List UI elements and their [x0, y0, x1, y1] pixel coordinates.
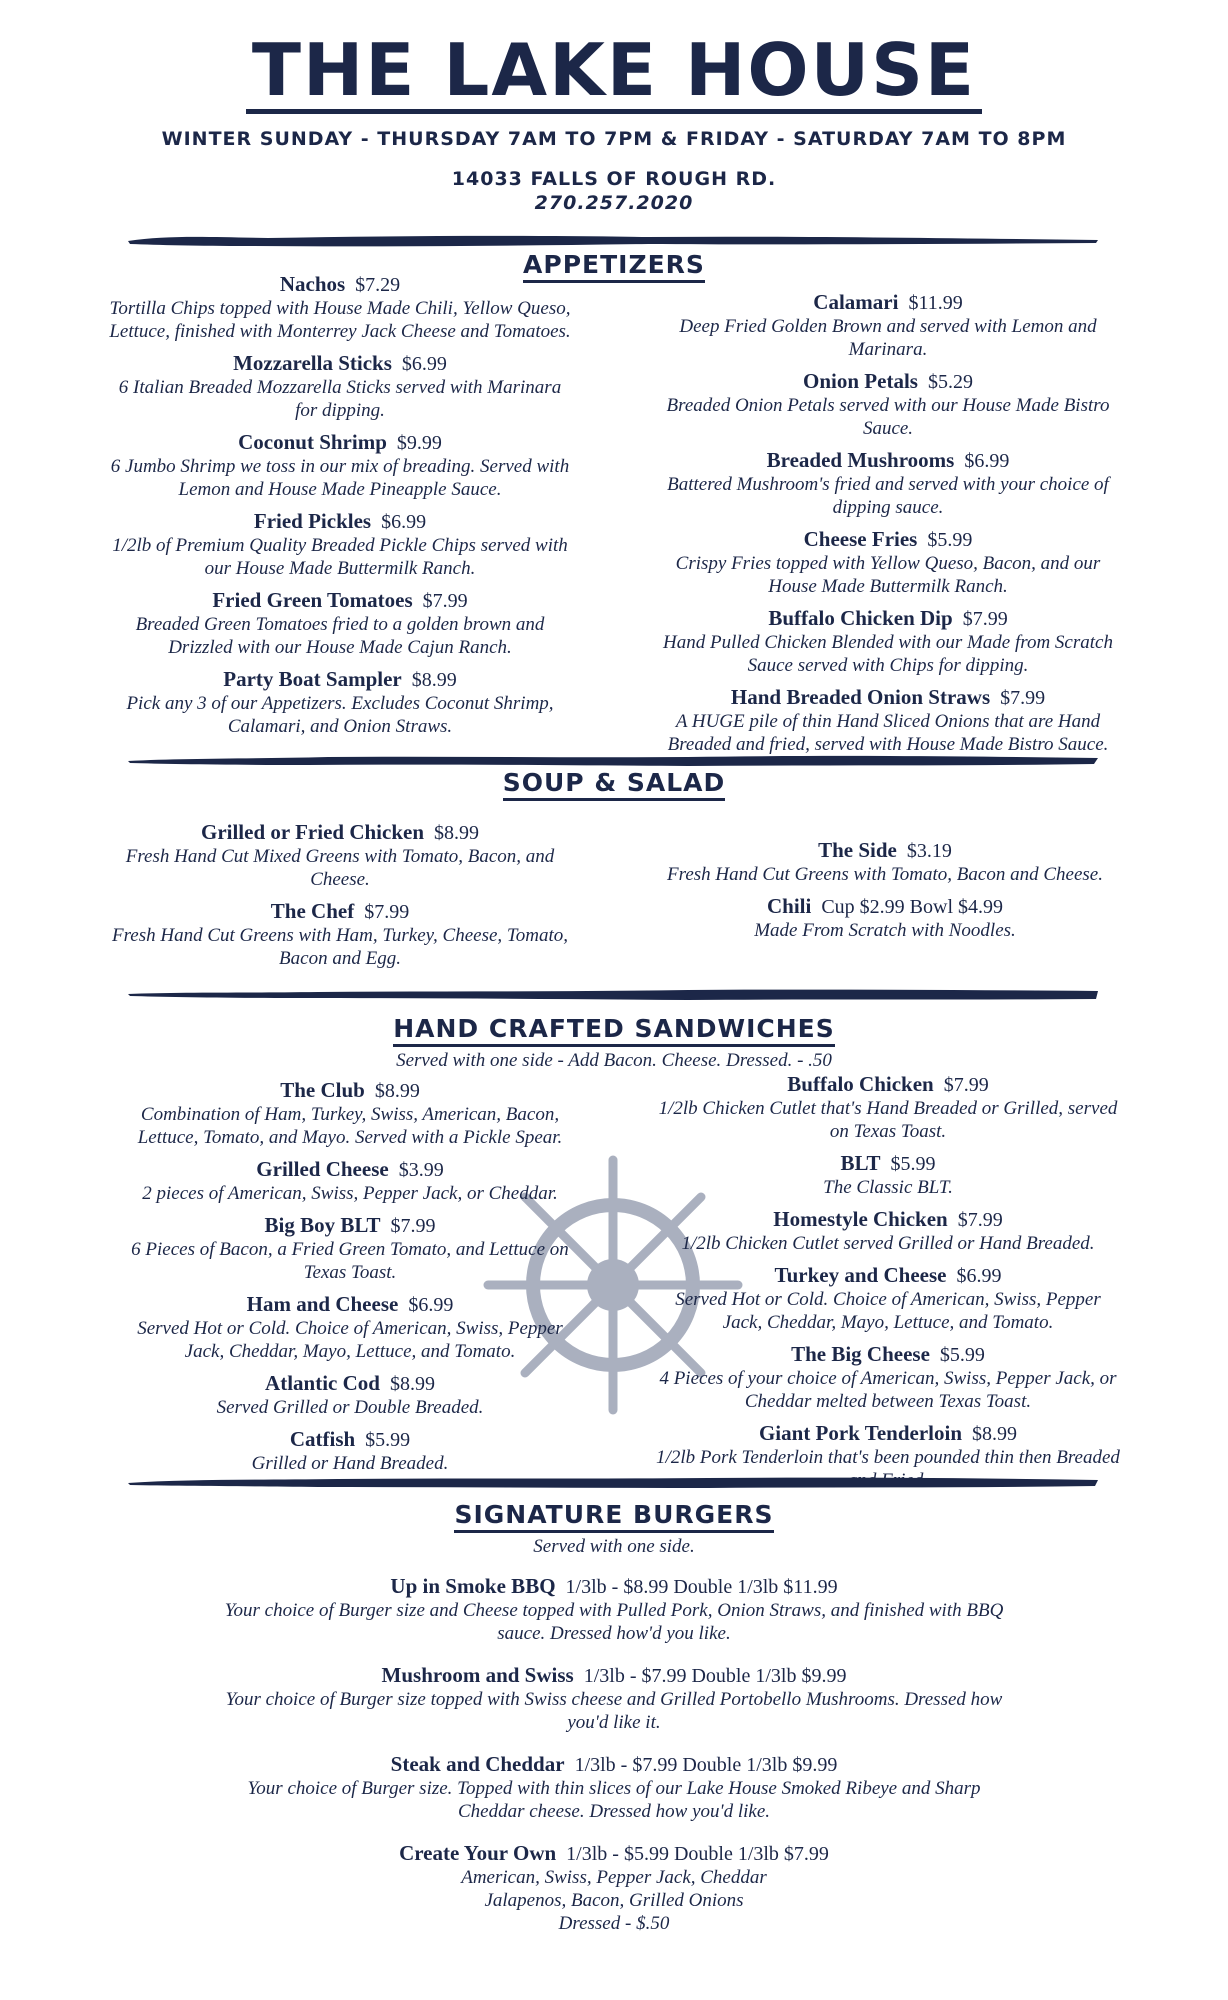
item-description: Hand Pulled Chicken Blended with our Made from Scratch Sauce served with Chips for dipping.	[663, 632, 1113, 676]
burgers-note: Served with one side.	[533, 1536, 695, 1557]
menu-item	[118, 1078, 582, 1149]
menu-item	[656, 606, 1120, 677]
item-name: Breaded Mushrooms	[766, 448, 955, 472]
menu-item	[108, 272, 572, 343]
menu-item	[640, 838, 1130, 886]
address-line: 14033 FALLS OF ROUGH RD.	[451, 168, 777, 190]
item-name: Homestyle Chicken	[773, 1207, 948, 1231]
item-price: $11.99	[908, 292, 963, 314]
item-description: Served Grilled or Double Breaded.	[216, 1397, 484, 1418]
menu-item	[656, 448, 1120, 519]
item-price: $7.99	[1000, 687, 1046, 709]
item-name: The Side	[818, 838, 897, 862]
item-description: Served Hot or Cold. Choice of American, Swiss, Pepper Jack, Cheddar, Mayo, Lettuce, and Tomato.	[675, 1289, 1101, 1333]
item-name: Up in Smoke BBQ	[390, 1574, 556, 1598]
appetizers-heading: APPETIZERS	[0, 250, 1228, 279]
item-price: 1/3lb - $7.99 Double 1/3lb $9.99	[583, 1665, 847, 1687]
item-name: Chili	[766, 894, 812, 918]
item-price: $3.19	[906, 840, 952, 862]
item-description: 4 Pieces of your choice of American, Swiss, Pepper Jack, or Cheddar melted between Texas Toast.	[659, 1368, 1117, 1412]
burgers-list	[214, 1574, 1014, 1953]
item-price: $8.99	[374, 1080, 420, 1102]
menu-item	[656, 1263, 1120, 1334]
item-name: Buffalo Chicken	[787, 1072, 934, 1096]
item-price: 1/3lb - $7.99 Double 1/3lb $9.99	[574, 1754, 838, 1776]
item-price: $6.99	[401, 353, 447, 375]
item-name: Hand Breaded Onion Straws	[730, 685, 991, 709]
soup-salad-right-column	[640, 838, 1130, 950]
item-description: Pick any 3 of our Appetizers. Excludes Coconut Shrimp, Calamari, and Onion Straws.	[126, 693, 554, 737]
item-description: Fresh Hand Cut Greens with Tomato, Bacon and Cheese.	[667, 864, 1103, 885]
menu-item	[214, 1841, 1014, 1935]
brush-stroke-divider	[128, 232, 1098, 250]
menu-item	[656, 1151, 1120, 1199]
soup-salad-heading: SOUP & SALAD	[0, 768, 1228, 797]
item-description: 1/2lb Chicken Cutlet that's Hand Breaded or Grilled, served on Texas Toast.	[658, 1098, 1118, 1142]
item-price: $7.99	[943, 1074, 989, 1096]
item-price: $6.99	[964, 450, 1010, 472]
item-name: Fried Pickles	[253, 509, 372, 533]
item-price: $5.29	[927, 371, 973, 393]
menu-item	[118, 1157, 582, 1205]
item-price: $7.29	[355, 274, 401, 296]
item-name: Grilled Cheese	[256, 1157, 389, 1181]
sandwiches-heading: HAND CRAFTED SANDWICHES	[0, 1014, 1228, 1043]
item-description: A HUGE pile of thin Hand Sliced Onions that are Hand Breaded and fried, served with House Made Bistro Sauce.	[667, 711, 1109, 755]
item-description: 1/2lb Pork Tenderloin that's been pounded thin then Breaded	[656, 1447, 1120, 1468]
menu-item	[214, 1663, 1014, 1734]
item-description: 2 pieces of American, Swiss, Pepper Jack, or Cheddar.	[142, 1183, 558, 1204]
menu-item	[108, 667, 572, 738]
menu-item	[108, 430, 572, 501]
item-name: The Club	[280, 1078, 365, 1102]
menu-item	[214, 1574, 1014, 1645]
item-description: Your choice of Burger size topped with Swiss cheese and Grilled Portobello Mushrooms. Dressed how you'd like it.	[225, 1689, 1003, 1733]
item-name: Calamari	[813, 290, 899, 314]
sandwiches-right-column	[656, 1072, 1120, 1500]
item-description: 6 Pieces of Bacon, a Fried Green Tomato, and Lettuce on Texas Toast.	[131, 1239, 569, 1283]
item-description: 1/2lb of Premium Quality Breaded Pickle Chips served with our House Made Buttermilk Ranch.	[112, 535, 568, 579]
item-name: Steak and Cheddar	[390, 1752, 565, 1776]
item-description: American, Swiss, Pepper Jack, Cheddar	[461, 1867, 767, 1888]
item-name: Big Boy BLT	[264, 1213, 381, 1237]
appetizers-right-column	[656, 290, 1120, 764]
item-price: $7.99	[422, 590, 468, 612]
menu-item	[656, 1342, 1120, 1413]
item-description: Tortilla Chips topped with House Made Chili, Yellow Queso, Lettuce, finished with Monterrey Jack Cheese and Tomatoes.	[109, 298, 571, 342]
item-price: $7.99	[962, 608, 1008, 630]
item-description: Deep Fried Golden Brown and served with Lemon and Marinara.	[679, 316, 1097, 360]
item-description: Dressed - $.50	[558, 1913, 670, 1934]
item-name: Atlantic Cod	[265, 1371, 380, 1395]
menu-item	[656, 1072, 1120, 1143]
appetizers-left-column	[108, 272, 572, 746]
item-price: $7.99	[957, 1209, 1003, 1231]
item-name: Mozzarella Sticks	[233, 351, 392, 375]
menu-item	[108, 899, 572, 970]
burgers-heading: SIGNATURE BURGERS	[0, 1500, 1228, 1529]
item-description: Fresh Hand Cut Greens with Ham, Turkey, Cheese, Tomato, Bacon and Egg.	[112, 925, 568, 969]
sandwiches-note: Served with one side - Add Bacon. Cheese. Dressed. - .50	[396, 1050, 832, 1071]
item-description: 6 Italian Breaded Mozzarella Sticks served with Marinara for dipping.	[118, 377, 562, 421]
item-price: Cup $2.99 Bowl $4.99	[821, 896, 1004, 918]
item-name: Giant Pork Tenderloin	[758, 1421, 963, 1445]
item-description: The Classic BLT.	[823, 1177, 953, 1198]
item-price: $8.99	[411, 669, 457, 691]
menu-item	[118, 1371, 582, 1419]
item-price: $7.99	[364, 901, 410, 923]
brush-stroke-divider	[128, 986, 1098, 1004]
hours-line: WINTER SUNDAY - THURSDAY 7AM TO 7PM & FRIDAY - SATURDAY 7AM TO 8PM	[161, 128, 1067, 150]
menu-item	[108, 820, 572, 891]
item-price: $5.99	[927, 529, 973, 551]
item-description: Breaded Onion Petals served with our House Made Bistro Sauce.	[666, 395, 1110, 439]
menu-item	[656, 290, 1120, 361]
menu-item	[656, 1207, 1120, 1255]
item-description: 6 Jumbo Shrimp we toss in our mix of breading. Served with Lemon and House Made Pineapple Sauce.	[110, 456, 570, 500]
item-name: BLT	[840, 1151, 881, 1175]
item-name: The Big Cheese	[791, 1342, 930, 1366]
item-name: Catfish	[289, 1427, 356, 1451]
item-name: Create Your Own	[399, 1841, 557, 1865]
item-name: Nachos	[279, 272, 346, 296]
brush-stroke-divider	[128, 1474, 1098, 1492]
item-name: The Chef	[270, 899, 355, 923]
item-description: Served Hot or Cold. Choice of American, Swiss, Pepper Jack, Cheddar, Mayo, Lettuce, and Tomato.	[137, 1318, 563, 1362]
item-description: Fresh Hand Cut Mixed Greens with Tomato, Bacon, and Cheese.	[125, 846, 555, 890]
item-name: Turkey and Cheese	[774, 1263, 947, 1287]
menu-item	[118, 1427, 582, 1475]
item-price: $8.99	[389, 1373, 435, 1395]
menu-item	[108, 588, 572, 659]
item-price: 1/3lb - $5.99 Double 1/3lb $7.99	[566, 1843, 829, 1865]
item-name: Grilled or Fried Chicken	[200, 820, 424, 844]
menu-item	[118, 1213, 582, 1284]
phone-line: 270.257.2020	[534, 192, 694, 214]
item-description: 1/2lb Chicken Cutlet served Grilled or Hand Breaded.	[681, 1233, 1095, 1254]
item-description: Grilled or Hand Breaded.	[251, 1453, 449, 1474]
item-price: $5.99	[365, 1429, 411, 1451]
item-name: Fried Green Tomatoes	[212, 588, 413, 612]
item-description: Crispy Fries topped with Yellow Queso, Bacon, and our House Made Buttermilk Ranch.	[675, 553, 1101, 597]
restaurant-title	[0, 28, 1228, 114]
item-price: $3.99	[398, 1159, 444, 1181]
item-description: Your choice of Burger size. Topped with thin slices of our Lake House Smoked Ribeye and Sharp Cheddar cheese. Dressed how you'd like.	[247, 1778, 981, 1822]
item-name: Coconut Shrimp	[238, 430, 387, 454]
item-name: Ham and Cheese	[246, 1292, 399, 1316]
item-description: Jalapenos, Bacon, Grilled Onions	[484, 1890, 744, 1911]
menu-item	[108, 351, 572, 422]
item-description: Battered Mushroom's fried and served with your choice of dipping sauce.	[667, 474, 1109, 518]
item-name: Mushroom and Swiss	[381, 1663, 574, 1687]
soup-salad-left-column	[108, 820, 572, 978]
item-price: 1/3lb - $8.99 Double 1/3lb $11.99	[565, 1576, 838, 1598]
item-price: $8.99	[434, 822, 479, 844]
item-price: $6.99	[408, 1294, 454, 1316]
item-name: Buffalo Chicken Dip	[768, 606, 953, 630]
item-price: $6.99	[381, 511, 427, 533]
item-price: $5.99	[890, 1153, 936, 1175]
item-description: Breaded Green Tomatoes fried to a golden brown and Drizzled with our House Made Cajun Ranch.	[135, 614, 545, 658]
menu-item	[656, 369, 1120, 440]
item-description: Your choice of Burger size and Cheese topped with Pulled Pork, Onion Straws, and finished with BBQ sauce. Dressed how'd you like.	[224, 1600, 1004, 1644]
item-price: $9.99	[396, 432, 442, 454]
item-price: $5.99	[939, 1344, 985, 1366]
item-price: $6.99	[956, 1265, 1002, 1287]
restaurant-title-text: THE LAKE HOUSE	[246, 33, 982, 114]
menu-item	[214, 1752, 1014, 1823]
menu-item	[108, 509, 572, 580]
item-name: Party Boat Sampler	[223, 667, 402, 691]
menu-item	[656, 685, 1120, 756]
item-description: Combination of Ham, Turkey, Swiss, American, Bacon, Lettuce, Tomato, and Mayo. Served with a Pickle Spear.	[137, 1104, 563, 1148]
item-name: Cheese Fries	[803, 527, 918, 551]
item-price: $8.99	[972, 1423, 1018, 1445]
menu-item	[640, 894, 1130, 942]
sandwiches-left-column	[118, 1078, 582, 1483]
menu-item	[656, 527, 1120, 598]
item-description: Made From Scratch with Noodles.	[754, 920, 1016, 941]
item-price: $7.99	[390, 1215, 436, 1237]
item-name: Onion Petals	[803, 369, 918, 393]
menu-item	[118, 1292, 582, 1363]
